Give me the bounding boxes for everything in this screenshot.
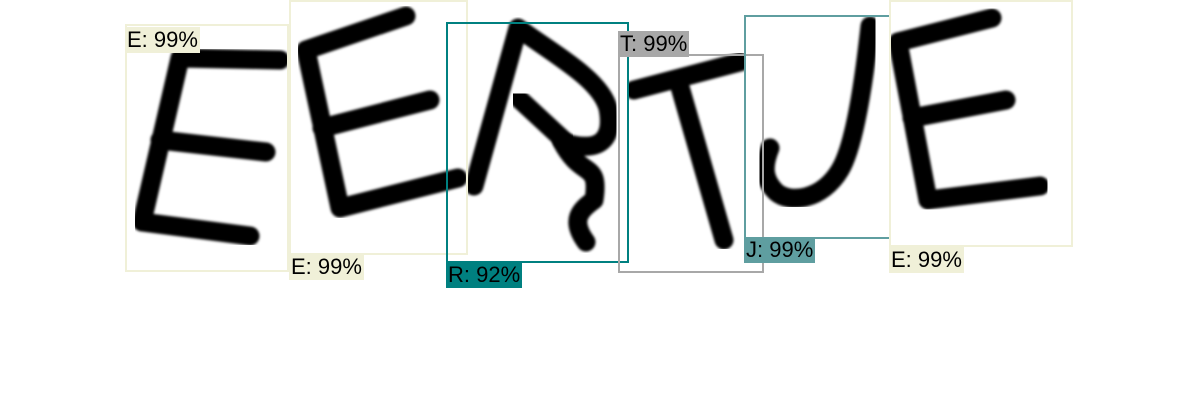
detection-box-j	[744, 15, 891, 239]
detection-box-e-3	[889, 0, 1073, 247]
detection-box-e-1	[125, 24, 289, 272]
detection-label-e-2: E: 99%	[291, 254, 362, 279]
detection-box-t	[618, 54, 764, 273]
detection-label-r: R: 92%	[448, 262, 521, 287]
detection-box-e-2	[289, 0, 468, 255]
detection-label-j: J: 99%	[746, 237, 814, 262]
detection-label-e-3: E: 99%	[891, 247, 962, 272]
detection-box-r	[446, 22, 629, 263]
detection-label-t: T: 99%	[620, 31, 688, 56]
detection-label-e-1: E: 99%	[127, 27, 198, 52]
